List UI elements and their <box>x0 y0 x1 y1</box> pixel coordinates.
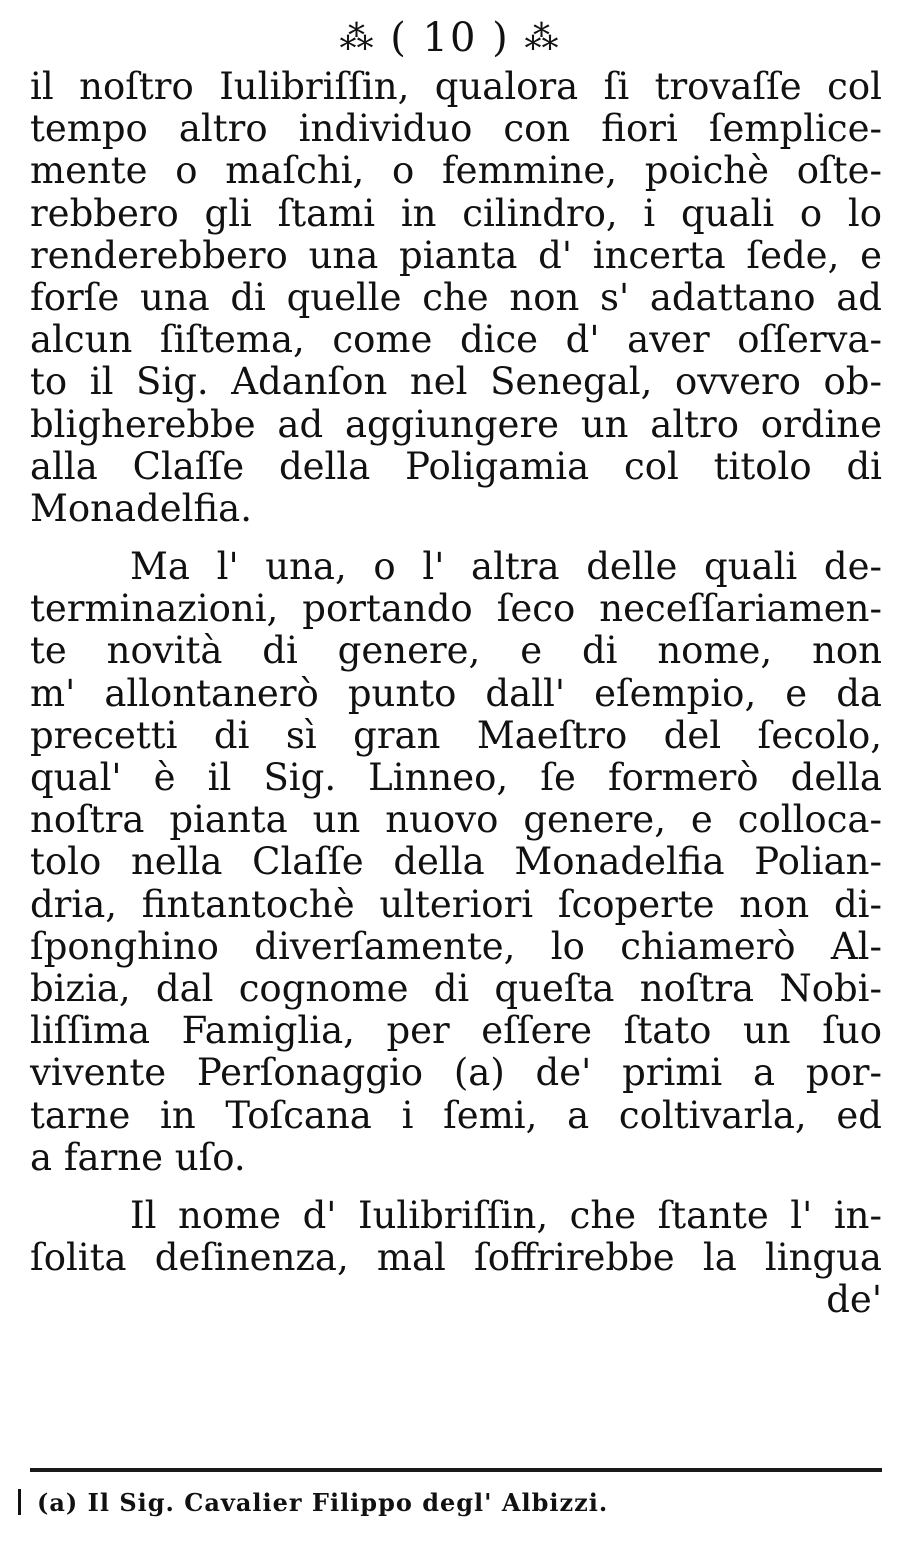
text-line: alla Claſſe della Poligamia col titolo di <box>30 444 882 488</box>
page-header <box>0 14 900 62</box>
footnote-margin-mark <box>18 1489 21 1515</box>
page-number: ( 10 ) <box>390 15 510 61</box>
text-line: tarne in Toſcana i ſemi, a coltivarla, ed <box>30 1093 882 1137</box>
text-line: alcun ſiſtema, come dice d' aver oſſerva- <box>30 318 882 362</box>
text-line: terminazioni, portando ſeco neceſſariamen- <box>30 587 882 631</box>
text-line: ſolita deſinenza, mal ſoffrirebbe la lingua <box>30 1236 882 1280</box>
text-line: m' allontanerò punto dall' eſempio, e da <box>30 671 882 715</box>
ornament-right-icon: ⁂ <box>524 18 561 58</box>
paragraph-gap <box>30 1179 882 1195</box>
text-line: mente o maſchi, o femmine, poichè oſte- <box>30 149 882 193</box>
text-line: bizia, dal cognome di queſta noſtra Nobi- <box>30 966 882 1010</box>
text-line: il noſtro Iulibriſſin, qualora ſi trovaſſe col <box>30 65 882 108</box>
text-line: vivente Perſonaggio (a) de' primi a por- <box>30 1051 882 1095</box>
footnote <box>18 1488 608 1518</box>
text-line: ſponghino diverſamente, lo chiamerò Al- <box>30 924 882 968</box>
text-line: dria, fintantochè ulteriori ſcoperte non di- <box>30 882 882 926</box>
text-line: renderebbero una pianta d' incerta ſede, e <box>30 233 882 277</box>
text-line: te novità di genere, e di nome, non <box>30 629 882 673</box>
catchword: de' <box>826 1278 882 1322</box>
text-line: rebbero gli ſtami in cilindro, i quali o lo <box>30 191 882 235</box>
text-line: to il Sig. Adanſon nel Senegal, ovvero ob- <box>30 360 882 404</box>
paragraph-gap <box>30 530 882 546</box>
body-text <box>30 66 882 1321</box>
text-line: tolo nella Claſſe della Monadelfia Polian- <box>30 840 882 884</box>
text-line: Ma l' una, o l' altra delle quali de- <box>130 545 882 589</box>
text-line: a farne uſo. <box>30 1135 246 1179</box>
text-line: bligherebbe ad aggiungere un altro ordine <box>30 402 882 446</box>
text-line: Monadelfia. <box>30 486 252 530</box>
ornament-left-icon: ⁂ <box>339 18 376 58</box>
text-line: tempo altro individuo con fiori ſemplice- <box>30 107 882 151</box>
text-line: Il nome d' Iulibriſſin, che ſtante l' in- <box>130 1193 882 1237</box>
footnote-rule <box>30 1468 882 1472</box>
text-line: qual' è il Sig. Linneo, ſe formerò della <box>30 756 882 799</box>
text-line: precetti di sì gran Maeſtro del ſecolo, <box>30 713 882 757</box>
text-line: forſe una di quelle che non s' adattano ad <box>30 275 882 319</box>
text-line: noſtra pianta un nuovo genere, e colloca- <box>30 798 882 842</box>
text-line: liſſima Famiglia, per eſſere ſtato un ſuo <box>30 1009 882 1053</box>
footnote-text: (a) Il Sig. Cavalier Filippo degl' Albizzi. <box>37 1488 609 1517</box>
